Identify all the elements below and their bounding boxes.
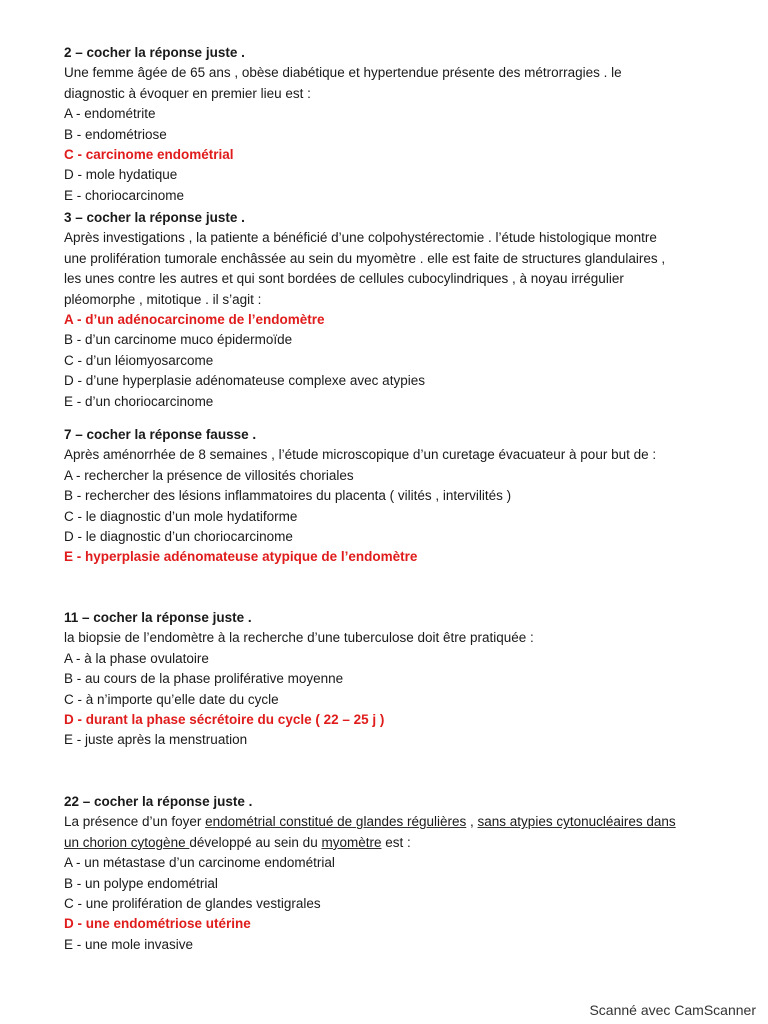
question-stem-line: pléomorphe , mitotique . il s’agit : — [64, 291, 262, 307]
answer-option: A - rechercher la présence de villosités choriales — [64, 467, 354, 483]
stem-underlined-text: sans atypies cytonucléaires dans — [477, 814, 676, 830]
question-stem-line: une prolifération tumorale enchâssée au sein du myomètre . elle est faite de structures glandulaires , — [64, 250, 666, 266]
question-3 — [64, 208, 704, 412]
answer-option: B - endométriose — [64, 126, 167, 142]
answer-option-correct: D - une endométriose utérine — [64, 916, 251, 932]
answer-option: C - le diagnostic d’un mole hydatiforme — [64, 508, 298, 524]
stem-underlined-text: un chorion cytogène — [64, 834, 190, 850]
stem-underlined-text: endométrial constitué de glandes régulières — [205, 814, 467, 830]
stem-underlined-text: myomètre — [321, 834, 382, 850]
question-11 — [64, 608, 704, 751]
answer-option: B - rechercher des lésions inflammatoires du placenta ( vilités , intervilités ) — [64, 488, 512, 504]
question-heading: 7 – cocher la réponse fausse . — [64, 427, 257, 442]
question-stem-line — [64, 812, 704, 832]
question-stem-line: diagnostic à évoquer en premier lieu est : — [64, 85, 311, 101]
answer-option: A - endométrite — [64, 106, 156, 122]
question-stem-line: la biopsie de l’endomètre à la recherche d’une tuberculose doit être pratiquée : — [64, 630, 534, 646]
answer-option-correct: D - durant la phase sécrétoire du cycle ( 22 – 25 j ) — [64, 712, 385, 728]
question-heading: 22 – cocher la réponse juste . — [64, 794, 253, 809]
stem-text: , — [466, 814, 478, 830]
question-heading: 2 – cocher la réponse juste . — [64, 45, 245, 60]
answer-option: D - le diagnostic d’un choriocarcinome — [64, 529, 293, 545]
question-stem-line: Une femme âgée de 65 ans , obèse diabétique et hypertendue présente des métrorragies . le — [64, 65, 622, 81]
answer-option: E - juste après la menstruation — [64, 732, 248, 748]
stem-text: est : — [381, 834, 411, 850]
answer-option: C - une prolifération de glandes vestigrales — [64, 896, 321, 912]
question-2 — [64, 43, 704, 206]
answer-option-correct: E - hyperplasie adénomateuse atypique de l’endomètre — [64, 549, 418, 565]
answer-option: B - au cours de la phase proliférative moyenne — [64, 671, 344, 687]
answer-option: B - d’un carcinome muco épidermoïde — [64, 332, 293, 348]
question-stem-line: Après aménorrhée de 8 semaines , l’étude microscopique d’un curetage évacuateur à pour but de : — [64, 447, 657, 463]
answer-option: E - d’un choriocarcinome — [64, 393, 214, 409]
question-stem-line — [64, 833, 704, 853]
stem-text: La présence d’un foyer — [64, 814, 206, 830]
question-stem-line: les unes contre les autres et qui sont bordées de cellules cubocylindriques , à noyau irrégulier — [64, 271, 624, 287]
answer-option: E - une mole invasive — [64, 936, 194, 952]
question-heading: 11 – cocher la réponse juste . — [64, 610, 252, 625]
answer-option: E - choriocarcinome — [64, 187, 185, 203]
stem-text: développé au sein du — [189, 834, 322, 850]
answer-option-correct: A - d’un adénocarcinome de l’endomètre — [64, 312, 325, 328]
answer-option: A - un métastase d’un carcinome endométrial — [64, 855, 335, 871]
question-22 — [64, 792, 704, 955]
answer-option: D - d’une hyperplasie adénomateuse complexe avec atypies — [64, 373, 425, 389]
question-heading: 3 – cocher la réponse juste . — [64, 210, 245, 225]
answer-option: D - mole hydatique — [64, 167, 178, 183]
scanner-watermark: Scanné avec CamScanner — [589, 1002, 756, 1018]
question-7 — [64, 425, 704, 568]
answer-option: C - à n’importe qu’elle date du cycle — [64, 691, 279, 707]
answer-option: C - d’un léiomyosarcome — [64, 352, 214, 368]
answer-option: A - à la phase ovulatoire — [64, 650, 209, 666]
question-stem-line: Après investigations , la patiente a bénéficié d’une colpohystérectomie . l’étude histologique montre — [64, 230, 657, 246]
answer-option-correct: C - carcinome endométrial — [64, 147, 234, 163]
answer-option: B - un polype endométrial — [64, 875, 218, 891]
